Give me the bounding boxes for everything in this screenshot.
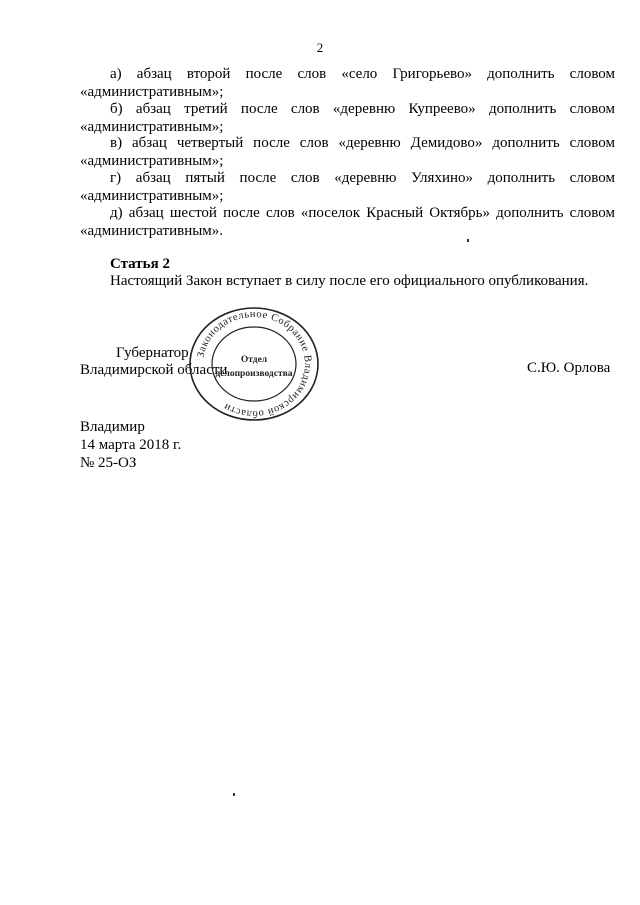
scan-speck xyxy=(467,239,469,242)
amendment-line: в) абзац четвертый после слов «деревню Демидово» дополнить словом xyxy=(110,135,615,151)
amendment-item-b xyxy=(80,100,615,136)
amendment-line: «административным»; xyxy=(80,119,224,135)
signatory-name: С.Ю. Орлова xyxy=(527,360,611,376)
page-number: 2 xyxy=(316,40,324,55)
amendment-item-a xyxy=(80,65,615,101)
city: Владимир xyxy=(80,419,145,435)
amendment-item-d xyxy=(80,204,615,240)
seal-ring-text: Законодательное Собрание Владимирской области xyxy=(195,308,314,420)
document-footer xyxy=(80,418,181,472)
amendment-item-v xyxy=(80,134,615,170)
amendment-item-g xyxy=(80,169,615,205)
amendment-line: г) абзац пятый после слов «деревню Уляхино» дополнить словом xyxy=(110,170,615,186)
amendment-line: «административным»; xyxy=(80,153,224,169)
scan-speck xyxy=(233,793,235,796)
seal-center-line1: Отдел xyxy=(240,355,268,365)
date: 14 марта 2018 г. xyxy=(80,437,182,453)
signatory-region: Владимирской области xyxy=(80,362,228,378)
signatory-title: Губернатор xyxy=(116,345,189,361)
amendment-line: «административным»; xyxy=(80,84,224,100)
amendment-line: «административным»; xyxy=(80,188,224,204)
seal-center-line2: делопроизводства xyxy=(215,369,293,379)
amendment-line: д) абзац шестой после слов «поселок Красный Октябрь» дополнить словом xyxy=(110,205,615,221)
amendment-line: а) абзац второй после слов «село Григорьево» дополнить словом xyxy=(110,66,615,82)
document-number: № 25-ОЗ xyxy=(80,455,137,471)
article-text: Настоящий Закон вступает в силу после его официального опубликования. xyxy=(110,273,589,289)
article-heading: Статья 2 xyxy=(110,256,170,272)
amendment-line: б) абзац третий после слов «деревню Купреево» дополнить словом xyxy=(110,101,615,117)
amendment-line: «административным». xyxy=(80,223,224,239)
official-seal xyxy=(188,306,320,422)
